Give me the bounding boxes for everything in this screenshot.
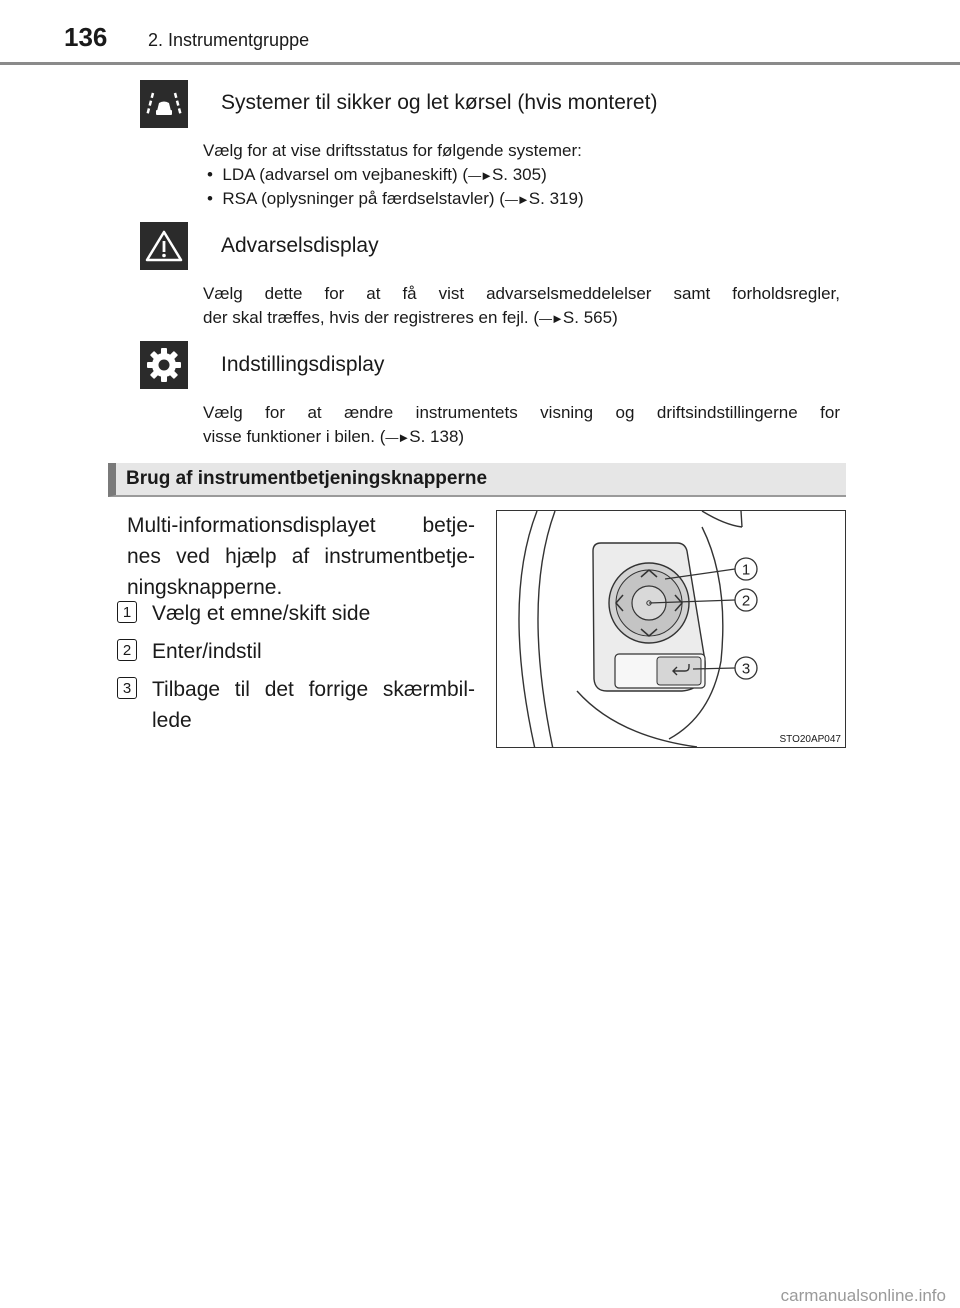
page-number: 136: [64, 22, 108, 52]
chapter-title: 2. Instrumentgruppe: [148, 30, 310, 50]
bullet-item: • RSA (oplysninger på færdselstavler) (—►S. 319): [207, 189, 584, 208]
section-title-driving-assist: Systemer til sikker og let kørsel (hvis monteret): [221, 91, 658, 114]
driving-assist-icon: [140, 80, 188, 128]
figure-code: STO20AP047: [779, 734, 841, 745]
banner-title: Brug af instrumentbetjeningsknapperne: [126, 468, 488, 489]
section-title-warning: Advarselsdisplay: [221, 234, 379, 257]
bullet-item: • LDA (advarsel om vejbaneskift) (—►S. 305): [207, 165, 547, 184]
item-text: Tilbage til det forrige skærmbil-: [152, 678, 475, 701]
item-number-badge: 3: [117, 677, 137, 699]
warning-triangle-icon: [140, 222, 188, 270]
section-banner: [108, 463, 846, 497]
header-divider: [0, 62, 960, 65]
bullet-icon: •: [207, 165, 213, 184]
bullet-icon: •: [207, 189, 213, 208]
arrow-icon: —►: [539, 311, 563, 326]
section-body-line: Vælg dette for at få vist advarselsmeddelelser samt forholdsregler,: [203, 284, 840, 303]
section-title-settings: Indstillingsdisplay: [221, 353, 385, 376]
item-number-badge: 1: [117, 601, 137, 623]
item-text: lede: [152, 709, 192, 732]
intro-line: Multi-informationsdisplayet betje-: [127, 514, 475, 537]
section-body-line: der skal træffes, hvis der registreres en fejl. (—►S. 565): [203, 308, 618, 327]
item-number-badge: 2: [117, 639, 137, 661]
steering-wheel-drawing: [497, 511, 846, 748]
arrow-icon: —►: [468, 168, 492, 183]
section-intro: Vælg for at vise driftsstatus for følgende systemer:: [203, 141, 582, 160]
item-text: Enter/indstil: [152, 640, 262, 663]
gear-icon: [140, 341, 188, 389]
section-body-line: Vælg for at ændre instrumentets visning og driftsindstillingerne for: [203, 403, 840, 422]
arrow-icon: —►: [385, 430, 410, 445]
callout-label: 1: [741, 561, 751, 579]
intro-line: ningsknapperne.: [127, 576, 283, 599]
callout-label: 3: [741, 660, 751, 678]
intro-line: nes ved hjælp af instrumentbetje-: [127, 545, 475, 568]
item-text: Vælg et emne/skift side: [152, 602, 371, 625]
steering-switch-illustration: [496, 510, 846, 748]
callout-label: 2: [741, 592, 751, 610]
watermark: carmanualsonline.info: [780, 1286, 946, 1305]
arrow-icon: —►: [504, 192, 529, 207]
section-body-line: visse funktioner i bilen. (—►S. 138): [203, 427, 465, 446]
